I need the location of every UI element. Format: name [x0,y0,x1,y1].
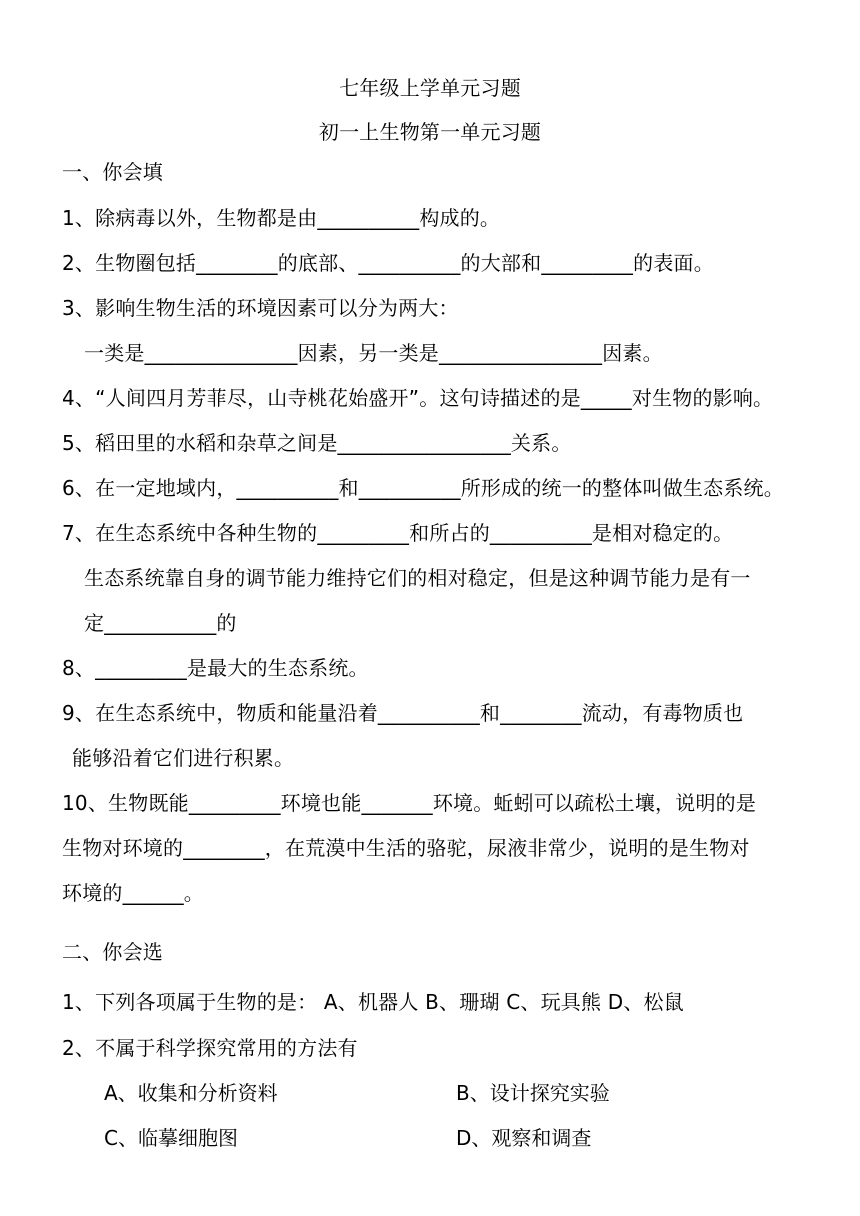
section-heading-choice: 二、你会选 [62,940,163,964]
choice-question-1: 1、下列各项属于生物的是： A、机器人 B、珊瑚 C、玩具熊 D、松鼠 [62,990,684,1014]
fill-question-10: 10、生物既能_________环境也能_______环境。蚯蚓可以疏松土壤，说明的是 [62,791,757,815]
fill-question-4: 4、“人间四月芳菲尽，山寺桃花始盛开”。这句诗描述的是_____对生物的影响。 [62,386,774,410]
fill-question-3-continued: 一类是_______________因素，另一类是________________因素。 [84,341,663,365]
section-heading-fill: 一、你会填 [62,160,163,184]
fill-question-5: 5、稻田里的水稻和杂草之间是_________________关系。 [62,431,572,455]
page-subtitle: 初一上生物第一单元习题 [318,120,542,144]
choice-option-a: A、收集和分析资料 [104,1081,278,1105]
fill-question-9-continued: 能够沿着它们进行积累。 [72,746,295,770]
fill-question-7-continued: 生态系统靠自身的调节能力维持它们的相对稳定，但是这种调节能力是有一 [84,566,751,590]
choice-question-2: 2、不属于科学探究常用的方法有 [62,1036,358,1060]
fill-question-6: 6、在一定地域内，__________和__________所形成的统一的整体叫做生态系统。 [62,476,784,500]
fill-question-7-end: 定___________的 [84,611,237,635]
page-title: 七年级上学单元习题 [339,76,521,100]
fill-question-10-continued: 生物对环境的________，在荒漠中生活的骆驼，尿液非常少，说明的是生物对 [62,836,750,860]
fill-question-8: 8、_________是最大的生态系统。 [62,656,369,680]
fill-question-3: 3、影响生物生活的环境因素可以分为两大： [62,296,459,320]
fill-question-10-end: 环境的______。 [62,881,204,905]
fill-question-2: 2、生物圈包括________的底部、__________的大部和_________的表面。 [62,251,714,275]
choice-option-d: D、观察和调查 [456,1126,592,1150]
fill-question-9: 9、在生态系统中，物质和能量沿着__________和________流动，有毒物质也 [62,701,744,725]
fill-question-7: 7、在生态系统中各种生物的_________和所占的__________是相对稳定的。 [62,521,734,545]
fill-question-1: 1、除病毒以外，生物都是由__________构成的。 [62,206,501,230]
choice-option-b: B、设计探究实验 [456,1081,610,1105]
choice-option-c: C、临摹细胞图 [104,1126,238,1150]
